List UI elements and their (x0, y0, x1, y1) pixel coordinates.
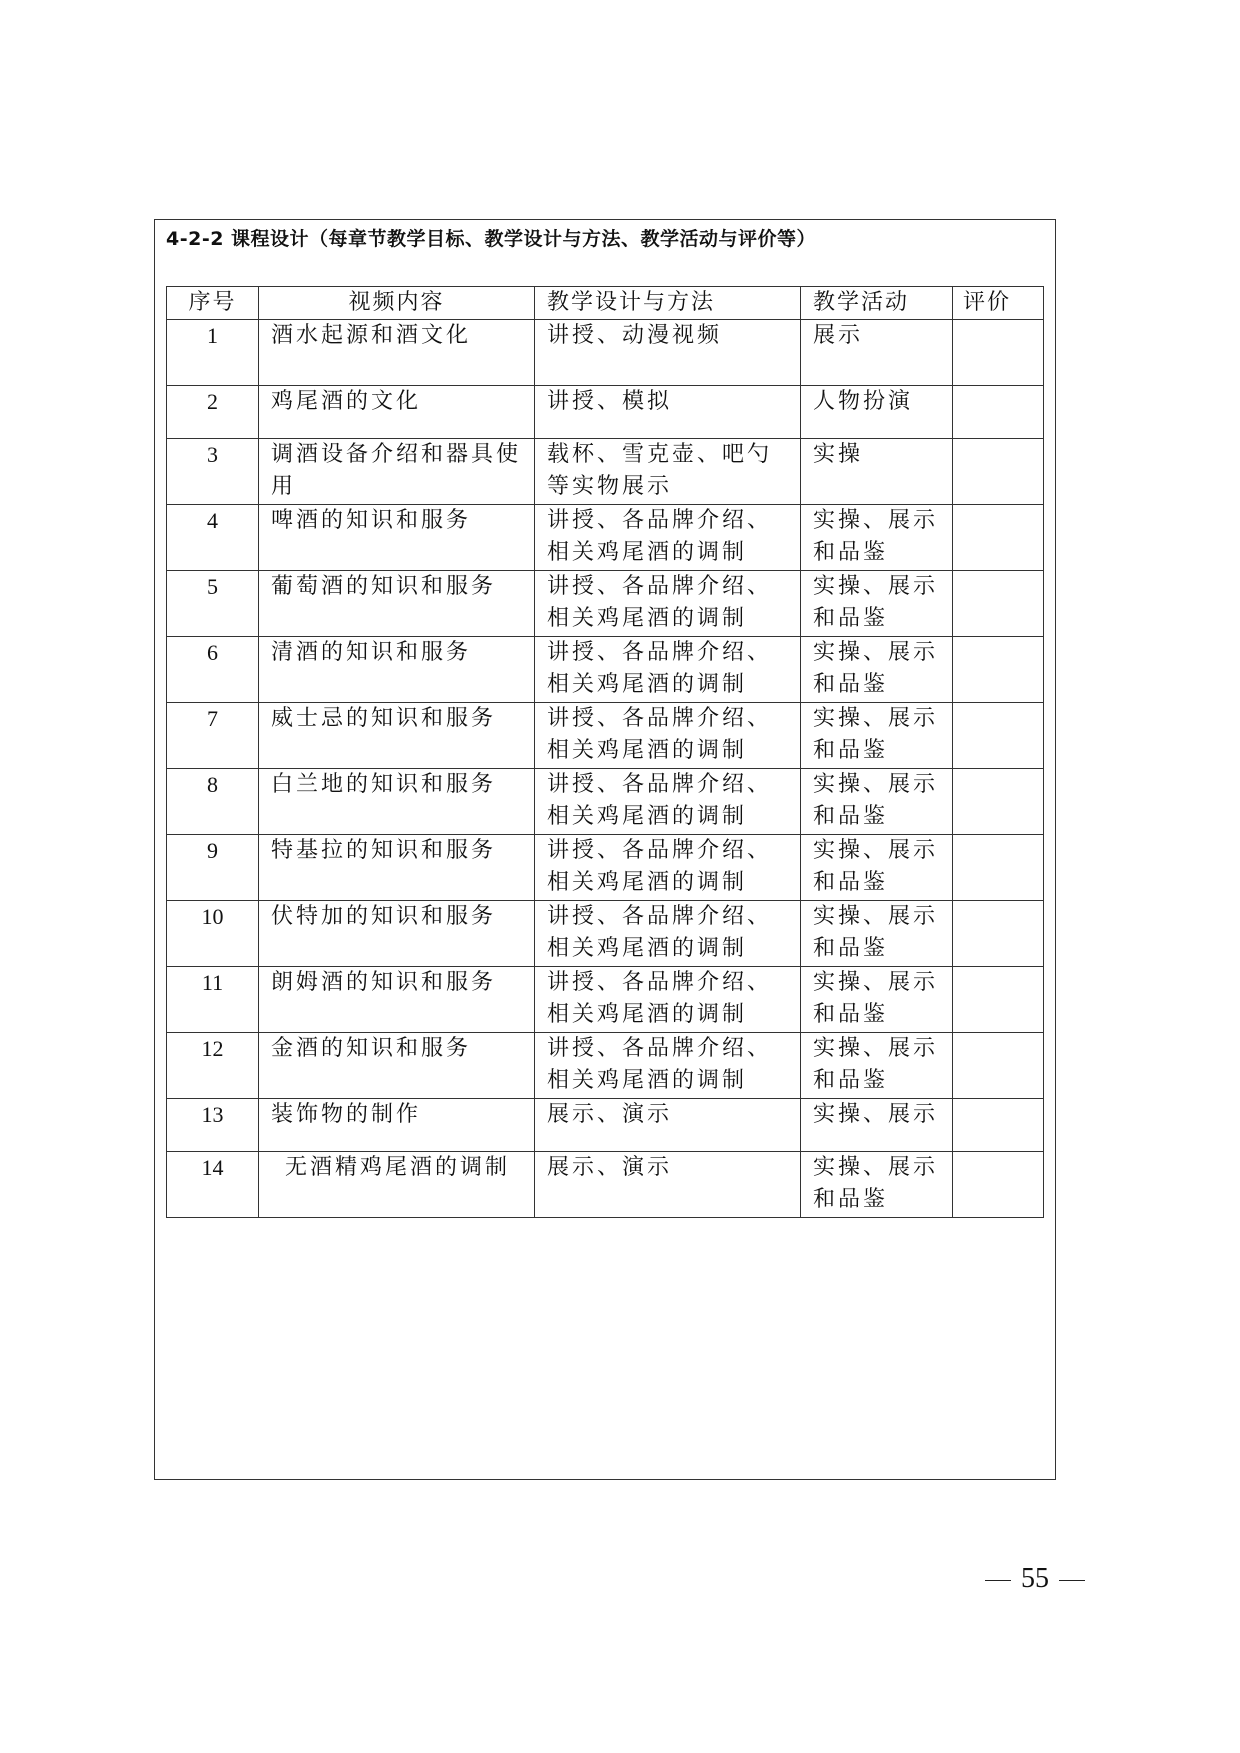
row-content: 清酒的知识和服务 (259, 637, 535, 703)
row-activity: 实操、展示和品鉴 (801, 505, 953, 571)
row-method: 展示、演示 (535, 1099, 801, 1152)
table-row (167, 320, 1044, 386)
row-evaluation (953, 703, 1044, 769)
row-activity: 实操 (801, 439, 953, 505)
row-evaluation (953, 967, 1044, 1033)
table-row (167, 386, 1044, 439)
row-activity: 人物扮演 (801, 386, 953, 439)
row-activity: 实操、展示和品鉴 (801, 1033, 953, 1099)
table-row (167, 439, 1044, 505)
table-row (167, 571, 1044, 637)
course-design-table (166, 286, 1044, 1218)
row-number: 14 (167, 1152, 259, 1218)
table-row (167, 1033, 1044, 1099)
table-row (167, 967, 1044, 1033)
row-evaluation (953, 505, 1044, 571)
header-evaluation: 评价 (953, 287, 1044, 320)
row-number: 7 (167, 703, 259, 769)
page-number-dash-left (985, 1580, 1011, 1582)
row-number: 6 (167, 637, 259, 703)
row-evaluation (953, 637, 1044, 703)
row-number: 11 (167, 967, 259, 1033)
page-number-value: 55 (1021, 1563, 1049, 1594)
row-content: 特基拉的知识和服务 (259, 835, 535, 901)
row-activity: 实操、展示和品鉴 (801, 967, 953, 1033)
table-row (167, 769, 1044, 835)
row-number: 9 (167, 835, 259, 901)
row-method: 讲授、各品牌介绍、相关鸡尾酒的调制 (535, 967, 801, 1033)
section-heading: 4-2-2 课程设计（每章节教学目标、教学设计与方法、教学活动与评价等） (166, 228, 817, 250)
row-content: 葡萄酒的知识和服务 (259, 571, 535, 637)
row-evaluation (953, 901, 1044, 967)
row-number: 10 (167, 901, 259, 967)
row-activity: 实操、展示和品鉴 (801, 901, 953, 967)
row-evaluation (953, 320, 1044, 386)
row-evaluation (953, 1152, 1044, 1218)
page-number-dash-right (1059, 1580, 1085, 1582)
row-content: 鸡尾酒的文化 (259, 386, 535, 439)
row-method: 讲授、各品牌介绍、相关鸡尾酒的调制 (535, 901, 801, 967)
page-number (975, 1561, 1095, 1597)
table-row (167, 901, 1044, 967)
row-method: 讲授、各品牌介绍、相关鸡尾酒的调制 (535, 769, 801, 835)
row-content: 威士忌的知识和服务 (259, 703, 535, 769)
row-method: 讲授、各品牌介绍、相关鸡尾酒的调制 (535, 703, 801, 769)
row-evaluation (953, 1099, 1044, 1152)
row-evaluation (953, 1033, 1044, 1099)
row-activity: 实操、展示和品鉴 (801, 571, 953, 637)
row-content: 装饰物的制作 (259, 1099, 535, 1152)
row-evaluation (953, 439, 1044, 505)
header-method: 教学设计与方法 (535, 287, 801, 320)
row-method: 载杯、雪克壶、吧勺等实物展示 (535, 439, 801, 505)
table-header-row (167, 287, 1044, 320)
row-content: 金酒的知识和服务 (259, 1033, 535, 1099)
header-number: 序号 (167, 287, 259, 320)
row-activity: 实操、展示和品鉴 (801, 1152, 953, 1218)
row-activity: 实操、展示和品鉴 (801, 769, 953, 835)
row-content: 酒水起源和酒文化 (259, 320, 535, 386)
table-row (167, 1152, 1044, 1218)
row-number: 8 (167, 769, 259, 835)
row-method: 讲授、模拟 (535, 386, 801, 439)
row-activity: 展示 (801, 320, 953, 386)
table-row (167, 835, 1044, 901)
row-activity: 实操、展示和品鉴 (801, 637, 953, 703)
row-content: 无酒精鸡尾酒的调制 (259, 1152, 535, 1218)
row-evaluation (953, 571, 1044, 637)
row-number: 2 (167, 386, 259, 439)
table-row (167, 703, 1044, 769)
row-method: 讲授、各品牌介绍、相关鸡尾酒的调制 (535, 571, 801, 637)
row-evaluation (953, 386, 1044, 439)
table-row (167, 1099, 1044, 1152)
table-row (167, 505, 1044, 571)
row-number: 3 (167, 439, 259, 505)
row-content: 朗姆酒的知识和服务 (259, 967, 535, 1033)
table-row (167, 637, 1044, 703)
row-method: 讲授、各品牌介绍、相关鸡尾酒的调制 (535, 835, 801, 901)
header-activity: 教学活动 (801, 287, 953, 320)
row-method: 讲授、动漫视频 (535, 320, 801, 386)
row-number: 1 (167, 320, 259, 386)
row-method: 展示、演示 (535, 1152, 801, 1218)
row-evaluation (953, 769, 1044, 835)
row-evaluation (953, 835, 1044, 901)
row-content: 啤酒的知识和服务 (259, 505, 535, 571)
row-content: 调酒设备介绍和器具使用 (259, 439, 535, 505)
row-activity: 实操、展示和品鉴 (801, 703, 953, 769)
row-content: 伏特加的知识和服务 (259, 901, 535, 967)
row-activity: 实操、展示和品鉴 (801, 835, 953, 901)
row-method: 讲授、各品牌介绍、相关鸡尾酒的调制 (535, 637, 801, 703)
row-method: 讲授、各品牌介绍、相关鸡尾酒的调制 (535, 505, 801, 571)
row-number: 13 (167, 1099, 259, 1152)
row-activity: 实操、展示 (801, 1099, 953, 1152)
row-number: 5 (167, 571, 259, 637)
row-number: 4 (167, 505, 259, 571)
row-content: 白兰地的知识和服务 (259, 769, 535, 835)
header-video-content: 视频内容 (259, 287, 535, 320)
row-number: 12 (167, 1033, 259, 1099)
row-method: 讲授、各品牌介绍、相关鸡尾酒的调制 (535, 1033, 801, 1099)
